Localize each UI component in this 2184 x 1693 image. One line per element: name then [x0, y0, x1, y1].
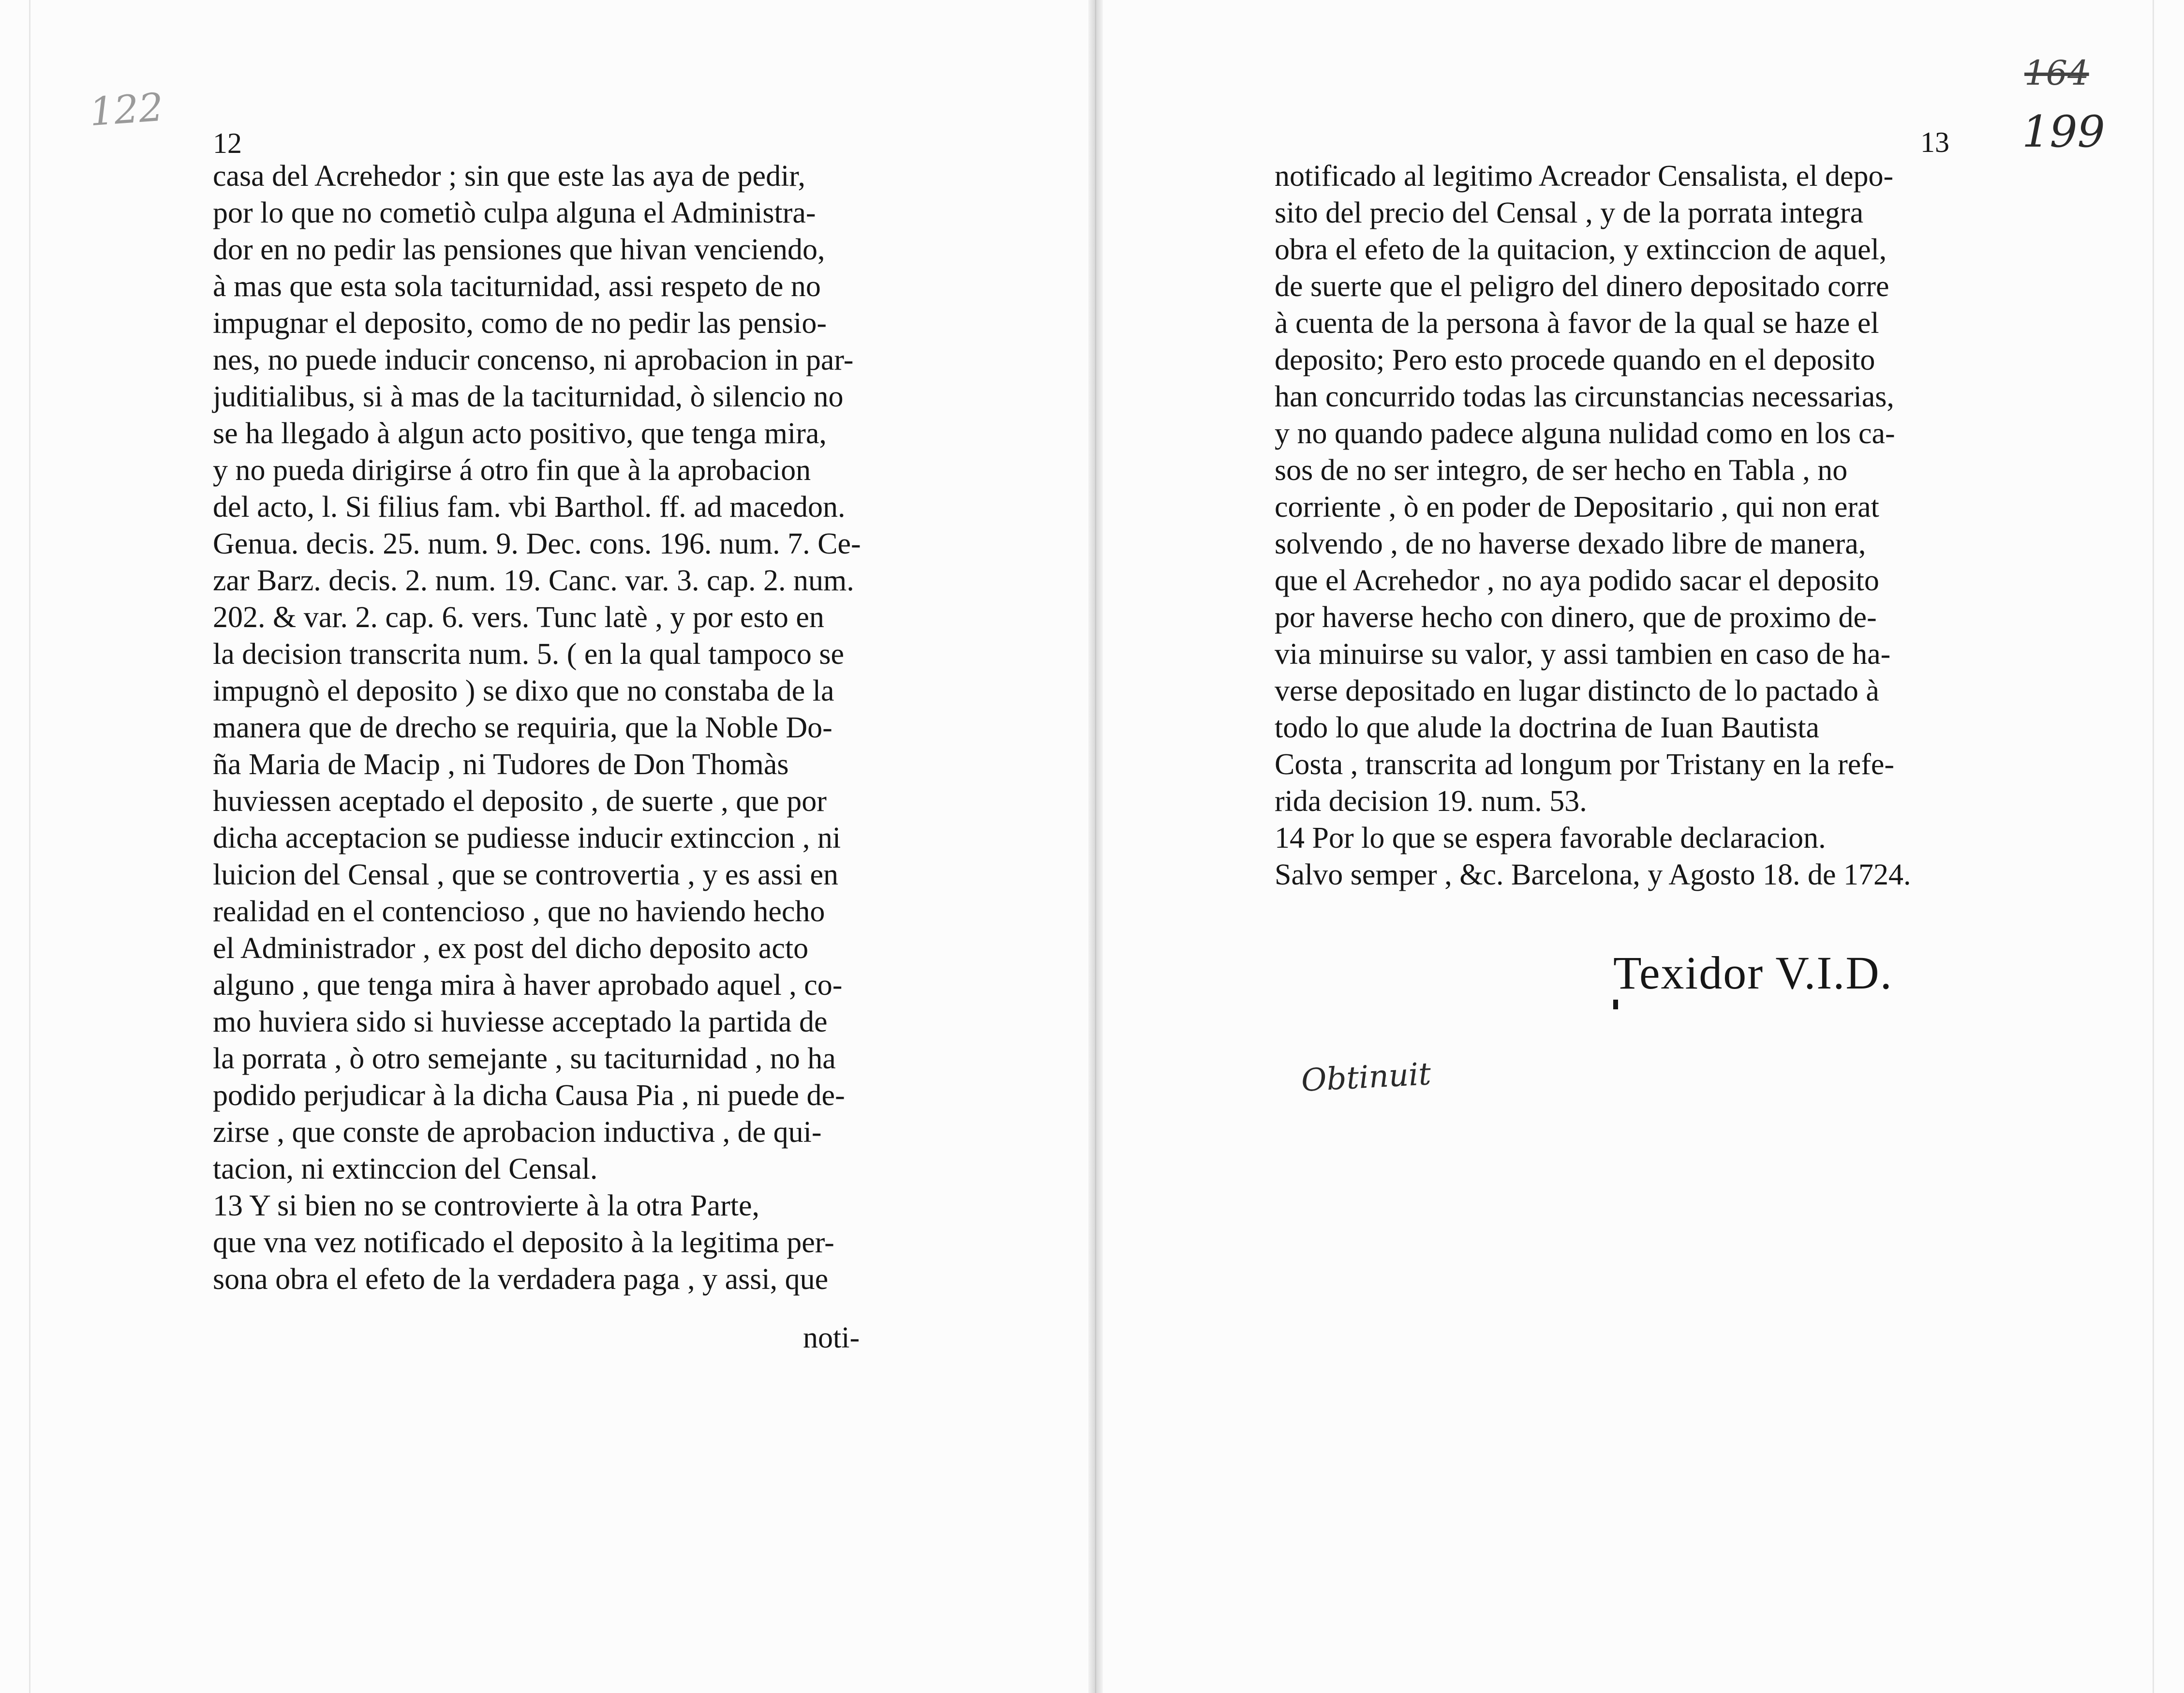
page-edge-left [29, 0, 30, 1693]
text-line: el Administrador , ex post del dicho deposito acto [213, 932, 809, 965]
text-line: ña Maria de Macip , ni Tudores de Don Thomàs [213, 748, 789, 781]
old-folio-number: 164 [2024, 53, 2089, 93]
page-number-right: 13 [1920, 126, 1949, 158]
text-line: 13 Y si bien no se controvierte à la otra Parte, [213, 1189, 759, 1222]
text-line: sos de no ser integro, de ser hecho en Tabla , no [1275, 454, 1848, 487]
text-line: tacion, ni extinccion del Censal. [213, 1153, 598, 1185]
left-page-text [213, 158, 895, 1298]
page-edge-right [2153, 0, 2154, 1693]
text-line: la porrata , ò otro semejante , su taciturnidad , no ha [213, 1042, 836, 1075]
text-line: dicha acceptacion se pudiesse inducir extinccion , ni [213, 822, 841, 854]
text-line: à cuenta de la persona à favor de la qual se haze el [1275, 307, 1879, 340]
folio-number: 199 [2022, 106, 2105, 157]
page-number-left: 12 [213, 127, 242, 159]
text-line: todo lo que alude la doctrina de Iuan Bautista [1275, 711, 1819, 744]
text-line: verse depositado en lugar distincto de lo pactado à [1275, 674, 1879, 707]
catchword: noti- [803, 1321, 860, 1354]
text-line: solvendo , de no haverse dexado libre de manera, [1275, 527, 1866, 560]
text-line: 14 Por lo que se espera favorable declaracion. [1275, 822, 1826, 854]
text-line: podido perjudicar à la dicha Causa Pia , ni puede de- [213, 1079, 845, 1112]
signature-bracket [1613, 1000, 1618, 1009]
text-line: que vna vez notificado el deposito à la legitima per- [213, 1226, 834, 1259]
text-line: Genua. decis. 25. num. 9. Dec. cons. 196. num. 7. Ce- [213, 527, 861, 560]
text-line: realidad en el contencioso , que no haviendo hecho [213, 895, 825, 928]
text-line: Costa , transcrita ad longum por Tristany en la refe- [1275, 748, 1895, 781]
text-line: y no quando padece alguna nulidad como en los ca- [1275, 417, 1895, 450]
text-line: notificado al legitimo Acreador Censalista, el depo- [1275, 160, 1894, 193]
text-line: de suerte que el peligro del dinero depositado corre [1275, 270, 1889, 303]
text-line: que el Acrehedor , no aya podido sacar el deposito [1275, 564, 1879, 597]
text-line: impugnar el deposito, como de no pedir las pensio- [213, 307, 827, 340]
text-line: por lo que no cometiò culpa alguna el Administra- [213, 196, 816, 229]
text-line: 202. & var. 2. cap. 6. vers. Tunc latè , y por esto en [213, 601, 824, 634]
text-line: zar Barz. decis. 2. num. 19. Canc. var. 3. cap. 2. num. [213, 564, 854, 597]
text-line: nes, no puede inducir concenso, ni aprobacion in par- [213, 344, 854, 376]
text-line: obra el efeto de la quitacion, y extinccion de aquel, [1275, 233, 1887, 266]
text-line: rida decision 19. num. 53. [1275, 785, 1587, 818]
book-gutter [1088, 0, 1103, 1693]
text-line: à mas que esta sola taciturnidad, assi respeto de no [213, 270, 821, 303]
text-line: via minuirse su valor, y assi tambien en caso de ha- [1275, 638, 1891, 671]
text-line: casa del Acrehedor ; sin que este las aya de pedir, [213, 160, 805, 193]
text-line: sito del precio del Censal , y de la porrata integra [1275, 196, 1864, 229]
text-line: y no pueda dirigirse á otro fin que à la aprobacion [213, 454, 811, 487]
handwritten-note: Obtinuit [1300, 1056, 1432, 1099]
text-line: por haverse hecho con dinero, que de proximo de- [1275, 601, 1877, 634]
text-line: Salvo semper , &c. Barcelona, y Agosto 18. de 1724. [1275, 858, 1911, 891]
text-line: dor en no pedir las pensiones que hivan venciendo, [213, 233, 825, 266]
text-line: corriente , ò en poder de Depositario , qui non erat [1275, 491, 1879, 524]
text-line: alguno , que tenga mira à haver aprobado aquel , co- [213, 969, 843, 1002]
text-line: luicion del Censal , que se controvertia , y es assi en [213, 858, 839, 891]
right-page-text [1275, 158, 1947, 893]
text-line: mo huviera sido si huviesse acceptado la partida de [213, 1005, 828, 1038]
text-line: juditialibus, si à mas de la taciturnidad, ò silencio no [213, 380, 844, 413]
text-line: huviessen aceptado el deposito , de suerte , que por [213, 785, 827, 818]
text-line: la decision transcrita num. 5. ( en la qual tampoco se [213, 638, 845, 671]
text-line: zirse , que conste de aprobacion inductiva , de qui- [213, 1116, 822, 1149]
text-line: se ha llegado à algun acto positivo, que tenga mira, [213, 417, 827, 450]
text-line: manera que de drecho se requiria, que la Noble Do- [213, 711, 832, 744]
text-line: sona obra el efeto de la verdadera paga , y assi, que [213, 1263, 829, 1296]
text-line: del acto, l. Si filius fam. vbi Barthol. ff. ad macedon. [213, 491, 846, 524]
text-line: deposito; Pero esto procede quando en el deposito [1275, 344, 1875, 376]
text-line: impugnò el deposito ) se dixo que no constaba de la [213, 674, 834, 707]
margin-annotation: 122 [88, 84, 165, 135]
signature: Texidor V.I.D. [1613, 947, 1893, 999]
text-line: han concurrido todas las circunstancias necessarias, [1275, 380, 1894, 413]
